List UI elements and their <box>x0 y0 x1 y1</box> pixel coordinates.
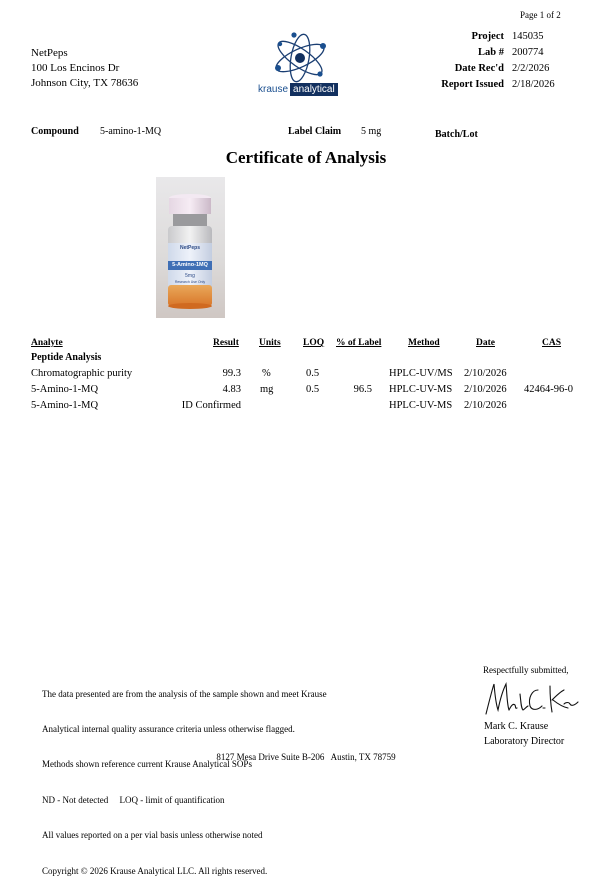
label-claim-label: Label Claim <box>288 126 342 137</box>
client-address-line-2: Johnson City, TX 78636 <box>31 77 139 89</box>
vial-dose-label: 5mg <box>185 273 195 279</box>
footer-notes <box>42 665 327 889</box>
signer-title: Laboratory Director <box>484 736 565 747</box>
col-header-result: Result <box>213 338 239 348</box>
cell-units: % <box>262 368 271 379</box>
footer-note-line: The data presented are from the analysis of the sample shown and meet Krause <box>42 688 327 699</box>
cell-method: HPLC-UV/MS <box>389 368 453 379</box>
col-header-loq: LOQ <box>303 338 325 348</box>
cell-percent-of-label: 96.5 <box>353 384 372 395</box>
col-header-cas: CAS <box>542 338 562 348</box>
cell-analyte: 5-Amino-1-MQ <box>31 384 99 395</box>
cell-units: mg <box>260 384 274 395</box>
cell-result: 4.83 <box>222 384 241 395</box>
date-received-value: 2/2/2026 <box>512 63 550 74</box>
footer-note-line: Copyright © 2026 Krause Analytical LLC. All rights reserved. <box>42 865 268 876</box>
cell-cas: 42464-96-0 <box>524 384 573 395</box>
cell-date: 2/10/2026 <box>464 400 507 411</box>
footer-note-line: All values reported on a per vial basis unless otherwise noted <box>42 830 263 841</box>
footer-note-line: Methods shown reference current Krause Analytical SOPs <box>42 759 252 770</box>
compound-value: 5-amino-1-MQ <box>100 126 162 137</box>
compound-label: Compound <box>31 126 79 137</box>
handwritten-signature <box>480 676 580 720</box>
vial-brand-label: NetPeps <box>179 245 200 251</box>
batch-lot-label: Batch/Lot <box>435 129 478 140</box>
client-address-line-1: 100 Los Encinos Dr <box>31 62 120 74</box>
cell-result: 99.3 <box>222 368 241 379</box>
cell-loq: 0.5 <box>306 368 320 379</box>
date-received-label: Date Rec'd <box>454 63 504 74</box>
footer-address: 8127 Mesa Drive Suite B-206 Austin, TX 78759 <box>216 752 396 762</box>
company-logo <box>258 84 338 97</box>
cell-analyte: 5-Amino-1-MQ <box>31 400 99 411</box>
cell-date: 2/10/2026 <box>464 368 507 379</box>
cell-method: HPLC-UV-MS <box>389 400 453 411</box>
col-header-date: Date <box>476 338 495 348</box>
vial-product-label: 5-Amino-1MQ <box>172 262 208 268</box>
label-claim-value: 5 mg <box>361 126 382 137</box>
col-header-percent-of-label: % of Label <box>336 338 382 348</box>
cell-loq: 0.5 <box>306 384 320 395</box>
cell-analyte: Chromatographic purity <box>31 368 133 379</box>
cell-method: HPLC-UV-MS <box>389 384 453 395</box>
report-issued-label: Report Issued <box>441 79 504 90</box>
logo-word-krause: krause <box>258 84 289 95</box>
client-name: NetPeps <box>31 47 68 59</box>
footer-note-line: Analytical internal quality assurance criteria unless otherwise flagged. <box>42 723 295 734</box>
vial-note-label: Research Use Only <box>174 280 206 284</box>
col-header-method: Method <box>408 338 440 348</box>
logo-word-analytical: analytical <box>290 83 338 96</box>
signer-name: Mark C. Krause <box>484 721 549 732</box>
project-value: 145035 <box>512 31 544 42</box>
cell-date: 2/10/2026 <box>464 384 507 395</box>
sample-vial-photo <box>156 177 225 318</box>
client-address <box>31 46 138 91</box>
col-header-units: Units <box>259 338 281 348</box>
report-issued-value: 2/18/2026 <box>512 79 555 90</box>
document-title: Certificate of Analysis <box>225 148 387 167</box>
respectfully-submitted: Respectfully submitted, <box>483 665 569 675</box>
lab-label: Lab # <box>478 47 504 58</box>
lab-value: 200774 <box>512 47 544 58</box>
project-label: Project <box>471 31 504 42</box>
cell-result: ID Confirmed <box>181 400 241 411</box>
footer-note-line: ND - Not detected LOQ - limit of quantification <box>42 794 225 805</box>
section-peptide-analysis: Peptide Analysis <box>31 352 102 363</box>
page-number: Page 1 of 2 <box>520 10 561 20</box>
atom-icon <box>268 30 332 86</box>
col-header-analyte: Analyte <box>31 338 63 348</box>
